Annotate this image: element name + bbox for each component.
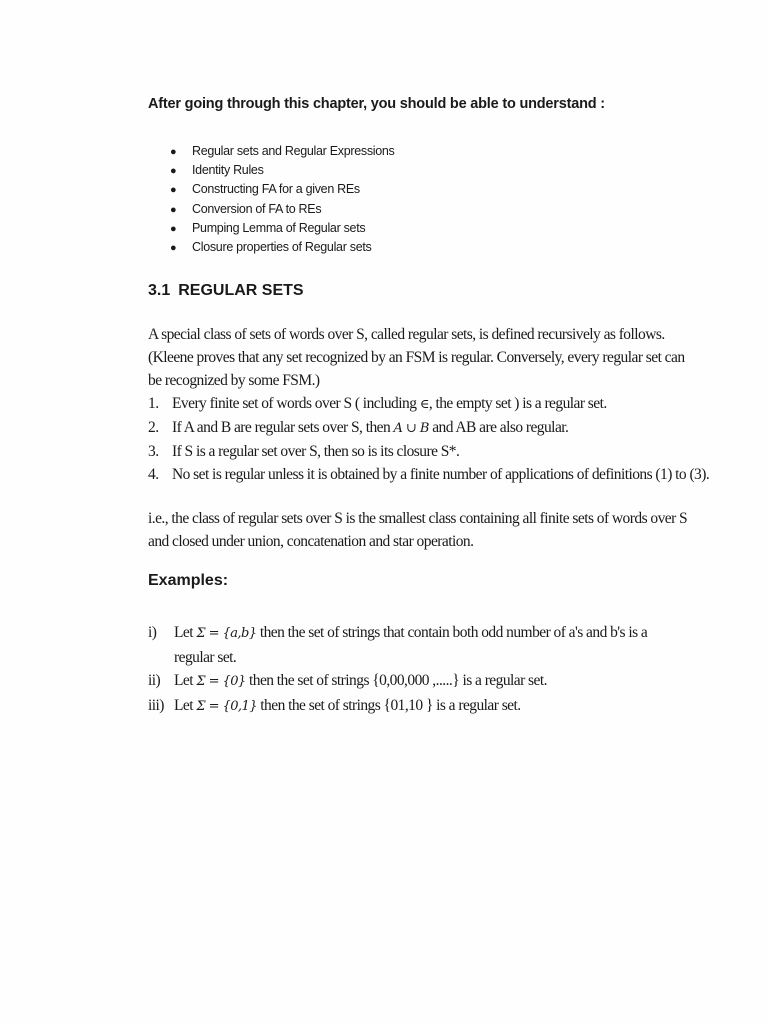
- bullet-icon: ●: [170, 146, 177, 158]
- union-expression: A ∪ B: [393, 421, 429, 436]
- objective-text: Conversion of FA to REs: [192, 201, 322, 216]
- rule-text: , the empty set ) is a regular set.: [428, 395, 607, 412]
- list-item: [148, 669, 647, 694]
- objective-text: Closure properties of Regular sets: [192, 239, 372, 254]
- summary-paragraph: [148, 507, 687, 553]
- list-item: [148, 694, 647, 719]
- bullet-icon: ●: [170, 203, 177, 216]
- list-item: [170, 200, 395, 219]
- item-number: 2.: [148, 419, 159, 436]
- section-heading: [148, 282, 304, 300]
- list-item: [148, 621, 647, 669]
- paragraph-line: i.e., the class of regular sets over S is the smallest class containing all finite sets of words over S: [148, 510, 688, 527]
- bullet-icon: ●: [170, 165, 177, 178]
- list-item: [170, 180, 395, 199]
- objective-text: Constructing FA for a given REs: [192, 182, 360, 197]
- list-item: [170, 161, 395, 180]
- section-number: 3.1: [148, 282, 171, 299]
- alphabet-expression: Σ = {0,1}: [196, 698, 257, 714]
- example-text: Let: [174, 624, 197, 641]
- list-item: [170, 219, 395, 238]
- item-number: 3.: [148, 443, 159, 460]
- paragraph-line: (Kleene proves that any set recognized by an FSM is regular. Conversely, every regular set can: [148, 349, 685, 366]
- item-number: ii): [148, 672, 161, 689]
- example-text: Let: [174, 696, 197, 714]
- paragraph-line: A special class of sets of words over S, called regular sets, is defined recursively as follows.: [148, 326, 665, 343]
- bullet-icon: ●: [170, 241, 177, 254]
- alphabet-expression: Σ = {a,b}: [196, 626, 257, 641]
- list-item: [148, 440, 709, 463]
- list-item: [148, 416, 709, 440]
- objectives-list: [170, 142, 395, 257]
- objectives-heading: After going through this chapter, you should be able to understand :: [148, 96, 605, 112]
- paragraph-line: be recognized by some FSM.): [148, 372, 320, 389]
- examples-heading: Examples:: [148, 572, 229, 589]
- rule-text: If S is a regular set over S, then so is its closure S*.: [172, 443, 460, 460]
- objective-text: Pumping Lemma of Regular sets: [192, 220, 366, 235]
- bullet-icon: ●: [170, 184, 177, 197]
- rule-text: and AB are also regular.: [428, 419, 569, 436]
- definition-list: [148, 392, 709, 486]
- item-number: 4.: [148, 466, 159, 483]
- list-item: [170, 238, 395, 257]
- rule-text: No set is regular unless it is obtained by a finite number of applications of definitions (1) to (3).: [172, 466, 710, 483]
- item-number: 1.: [148, 395, 159, 412]
- item-number: i): [148, 624, 157, 641]
- alphabet-expression: Σ = {0}: [196, 674, 246, 689]
- rule-text: If A and B are regular sets over S, then: [172, 419, 394, 436]
- example-continuation: regular set.: [174, 648, 237, 666]
- example-text: Let: [174, 672, 197, 689]
- objective-text: Regular sets and Regular Expressions: [192, 144, 395, 158]
- list-item: [148, 392, 709, 416]
- example-text: then the set of strings that contain both odd number of a's and b's is a: [256, 624, 648, 641]
- list-item: [170, 142, 395, 161]
- rule-text: Every finite set of words over S ( including: [172, 395, 420, 412]
- objective-text: Identity Rules: [192, 163, 264, 178]
- paragraph-line: and closed under union, concatenation and star operation.: [148, 533, 474, 550]
- section-title: REGULAR SETS: [178, 282, 304, 299]
- example-text: then the set of strings {01,10 } is a regular set.: [256, 696, 521, 714]
- example-text: then the set of strings {0,00,000 ,.....} is a regular set.: [245, 672, 547, 689]
- epsilon-symbol: ∈: [419, 397, 429, 412]
- intro-paragraph: [148, 323, 685, 392]
- item-number: iii): [148, 696, 164, 714]
- list-item: [148, 463, 709, 486]
- bullet-icon: ●: [170, 222, 177, 235]
- examples-list: [148, 621, 647, 718]
